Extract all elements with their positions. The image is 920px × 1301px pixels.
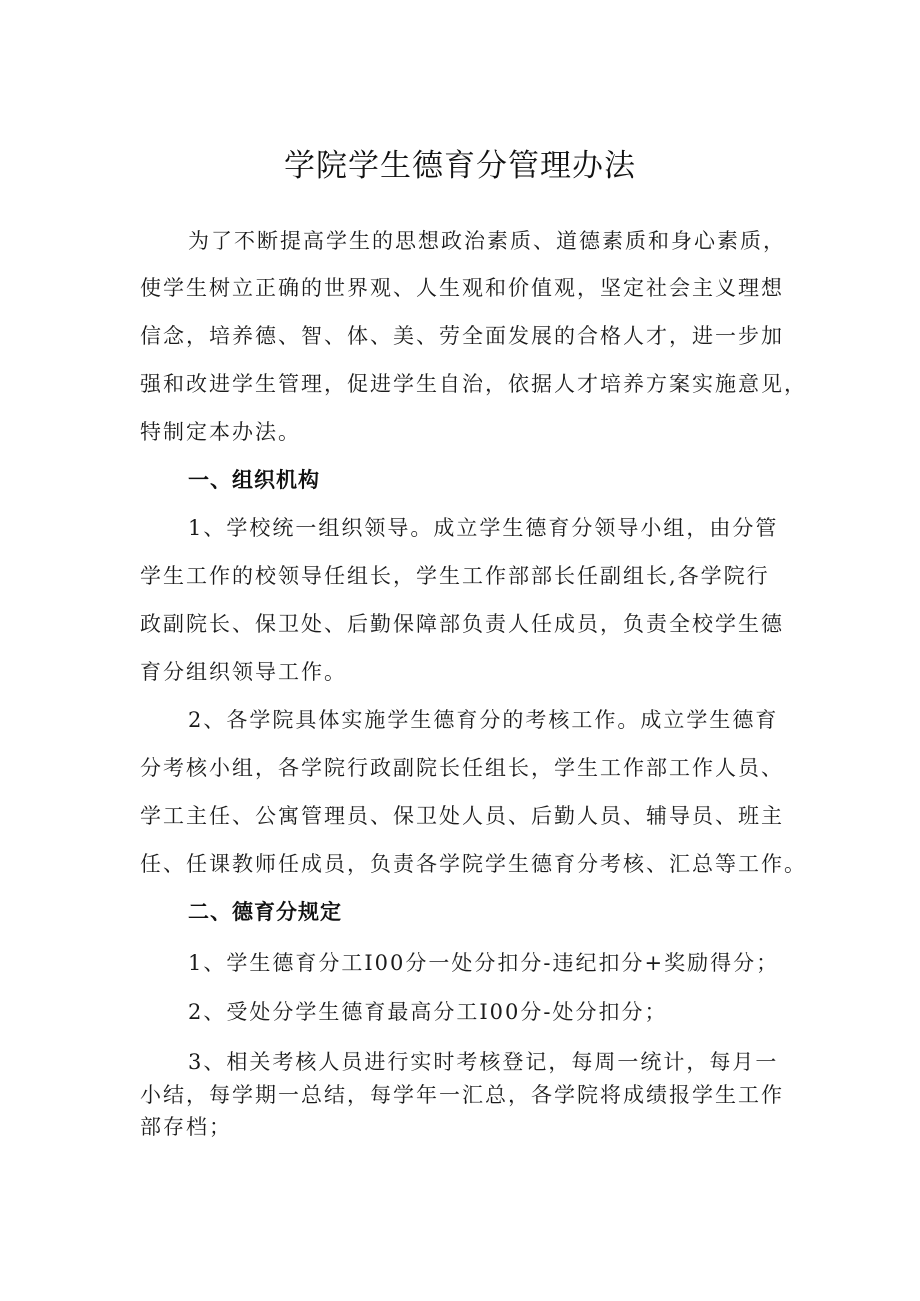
section1-para2-line: 分考核小组，各学院行政副院长任组长，学生工作部工作人员、 <box>140 756 784 780</box>
intro-line: 特制定本办法。 <box>140 420 301 444</box>
section2-item3-line: 部存档； <box>140 1115 232 1139</box>
section1-para2-line: 学工主任、公寓管理员、保卫处人员、后勤人员、辅导员、班主 <box>140 804 784 828</box>
section2-item-1: 1、学生德育分工I00分一处分扣分-违纪扣分+奖励得分； <box>188 951 780 975</box>
section1-para1-line: 学生工作的校领导任组长，学生工作部部长任副组长,各学院行 <box>140 564 770 588</box>
section1-para2-line: 2、各学院具体实施学生德育分的考核工作。成立学生德育 <box>188 708 779 732</box>
section2-item3-line: 小结，每学期一总结，每学年一汇总，各学院将成绩报学生工作 <box>140 1083 784 1107</box>
section1-para1-line: 育分组织领导工作。 <box>140 660 347 684</box>
intro-line: 强和改进学生管理，促进学生自治，依据人才培养方案实施意见， <box>140 372 807 396</box>
section1-para2-line: 任、任课教师任成员，负责各学院学生德育分考核、汇总等工作。 <box>140 852 807 876</box>
section1-para1-line: 政副院长、保卫处、后勤保障部负责人任成员，负责全校学生德 <box>140 612 784 636</box>
section-heading-rules: 二、德育分规定 <box>188 900 342 924</box>
section2-item-2: 2、受处分学生德育最高分工I00分-处分扣分； <box>188 1000 668 1024</box>
intro-line: 信念，培养德、智、体、美、劳全面发展的合格人才，进一步加 <box>140 324 784 348</box>
intro-line: 为了不断提高学生的思想政治素质、道德素质和身心素质， <box>188 229 786 253</box>
section-heading-organization: 一、组织机构 <box>188 468 320 492</box>
intro-line: 使学生树立正确的世界观、人生观和价值观，坚定社会主义理想 <box>140 276 784 300</box>
section1-para1-line: 1、学校统一组织领导。成立学生德育分领导小组，由分管 <box>188 516 779 540</box>
section2-item3-line: 3、相关考核人员进行实时考核登记，每周一统计，每月一 <box>188 1050 779 1074</box>
document-title: 学院学生德育分管理办法 <box>284 148 636 184</box>
